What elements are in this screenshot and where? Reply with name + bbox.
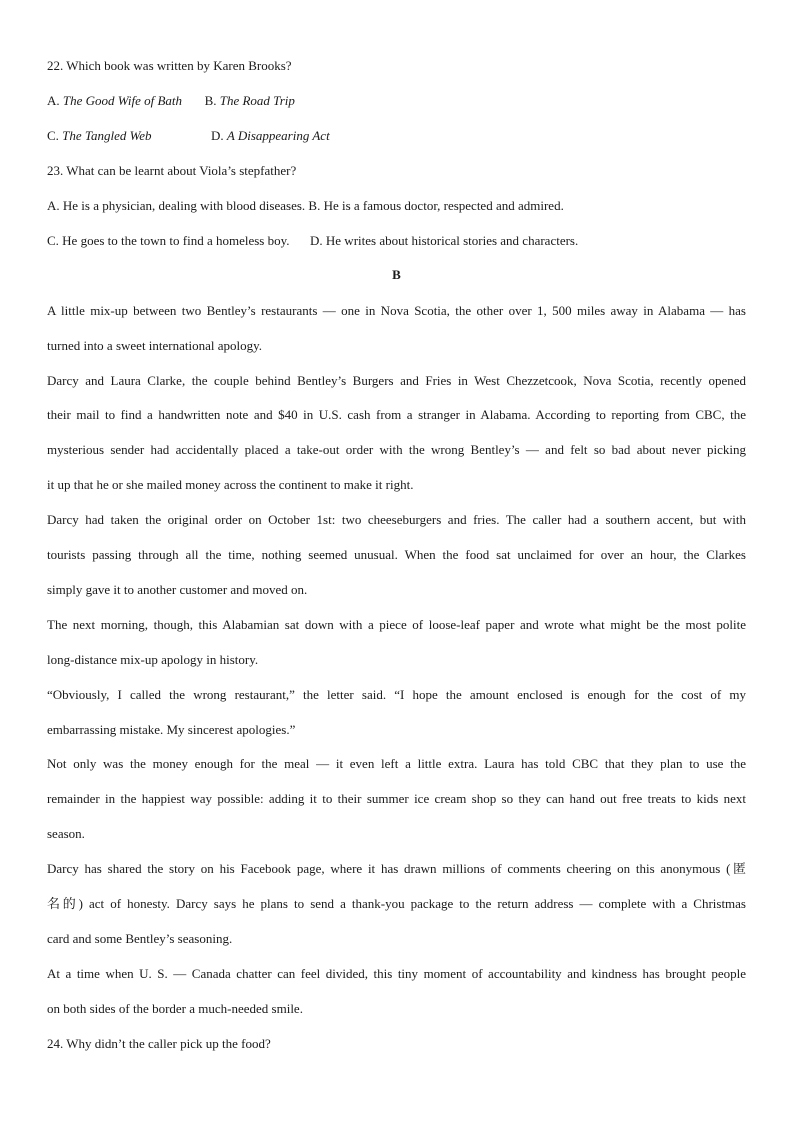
question-22-options-ab — [47, 92, 295, 110]
question-22: 22. Which book was written by Karen Brooks? — [47, 58, 292, 73]
passage-line: At a time when U. S. — Canada chatter can feel divided, this tiny moment of accountability and kindness has brought people — [47, 966, 746, 981]
passage-line: Not only was the money enough for the meal — it even left a little extra. Laura has told CBC that they plan to use the — [47, 756, 746, 771]
question-22-options-cd — [47, 127, 330, 145]
passage-line: season. — [47, 826, 85, 841]
passage-line: simply gave it to another customer and moved on. — [47, 582, 308, 597]
option-b-letter: B. — [204, 93, 217, 108]
passage-line: The next morning, though, this Alabamian sat down with a piece of loose-leaf paper and wrote what might be the most polite — [47, 617, 746, 632]
option-c-letter: C. — [47, 128, 59, 143]
passage-line: “Obviously, I called the wrong restaurant,” the letter said. “I hope the amount enclosed is enough for the cost of my — [47, 687, 746, 702]
section-heading: B — [392, 267, 401, 282]
option-d-letter: D. — [211, 128, 224, 143]
question-24: 24. Why didn’t the caller pick up the food? — [47, 1036, 271, 1051]
question-23-options-ab: A. He is a physician, dealing with blood diseases. B. He is a famous doctor, respected and admired. — [47, 198, 564, 213]
passage-line: card and some Bentley’s seasoning. — [47, 931, 233, 946]
passage-line: it up that he or she mailed money across the continent to make it right. — [47, 477, 414, 492]
passage-line: on both sides of the border a much-needed smile. — [47, 1001, 303, 1016]
passage-line: long-distance mix-up apology in history. — [47, 652, 259, 667]
passage-line: their mail to find a handwritten note and $40 in U.S. cash from a stranger in Alabama. According to reporting from CBC, the — [47, 407, 746, 422]
passage-line: mysterious sender had accidentally placed a take-out order with the wrong Bentley’s — and felt so bad about never picking — [47, 442, 746, 457]
option-d-text: A Disappearing Act — [226, 128, 330, 143]
option-d: D. He writes about historical stories and characters. — [310, 233, 579, 248]
option-c: C. He goes to the town to find a homeless boy. — [47, 233, 290, 248]
passage-line: 名的) act of honesty. Darcy says he plans to send a thank-you package to the return address — complete with a Christmas — [47, 896, 746, 911]
passage-line: Darcy and Laura Clarke, the couple behind Bentley’s Burgers and Fries in West Chezzetcook, Nova Scotia, recently opened — [47, 373, 746, 388]
passage-line: Darcy had taken the original order on October 1st: two cheeseburgers and fries. The caller had a southern accent, but with — [47, 512, 746, 527]
option-a-letter: A. — [47, 93, 60, 108]
passage-line: embarrassing mistake. My sincerest apologies.” — [47, 722, 296, 737]
option-a-text: The Good Wife of Bath — [62, 93, 183, 108]
passage-line: Darcy has shared the story on his Facebook page, where it has drawn millions of comments cheering on this anonymous (匿 — [47, 861, 746, 876]
option-c-text: The Tangled Web — [62, 128, 152, 143]
passage-line: A little mix-up between two Bentley’s restaurants — one in Nova Scotia, the other over 1, 500 miles away in Alabama — has — [47, 303, 746, 318]
passage-line: remainder in the happiest way possible: adding it to their summer ice cream shop so they can hand out free treats to kids next — [47, 791, 746, 806]
option-b-text: The Road Trip — [219, 93, 295, 108]
question-23: 23. What can be learnt about Viola’s stepfather? — [47, 163, 297, 178]
question-23-options-cd — [47, 232, 578, 250]
passage-line: turned into a sweet international apology. — [47, 338, 263, 353]
passage-line: tourists passing through all the time, nothing seemed unusual. When the food sat unclaimed for over an hour, the Clarkes — [47, 547, 746, 562]
